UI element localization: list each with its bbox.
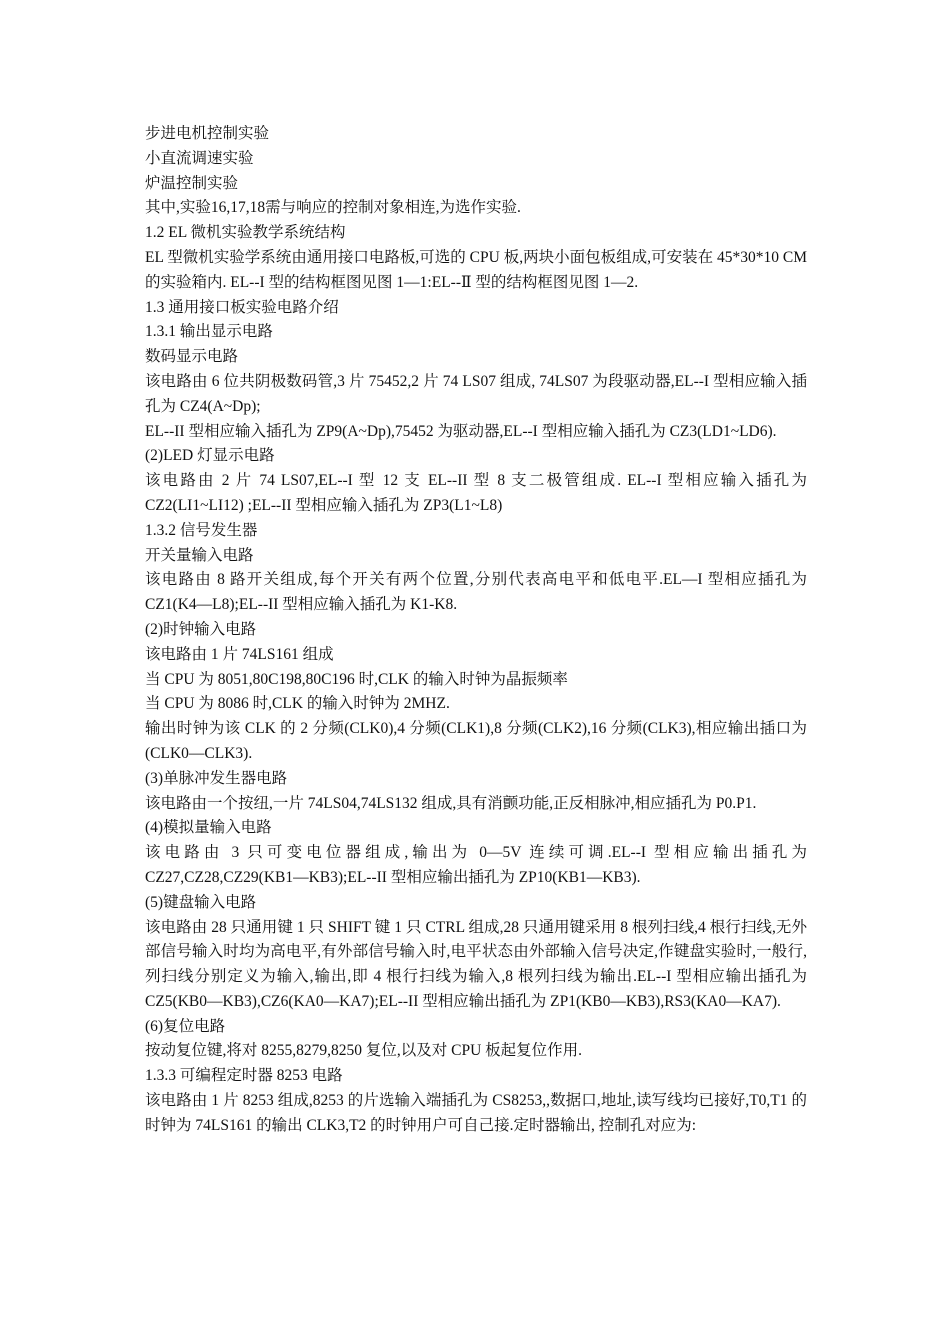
paragraph: 输出时钟为该 CLK 的 2 分频(CLK0),4 分频(CLK1),8 分频(CLK2),16 分频(CLK3),相应输出插口为(CLK0—CLK3). — [145, 720, 807, 762]
item-heading: (4)模拟量输入电路 — [145, 819, 272, 837]
paragraph: 该电路由 28 只通用键 1 只 SHIFT 键 1 只 CTRL 组成,28 只通用键采用 8 根列扫线,4 根行扫线,无外部信号输入时均为高电平,有外部信号输入时,电平状态由外部输入信号决定,作键盘实验时,一般行,列扫线分别定义为输入,输出,即 4 根行扫线为输入,8 根列扫线为输出.EL--I 型相应输出插孔为 CZ5(KB0—KB3),CZ6(KA0—KA7);EL--II 型相应输出插孔为 ZP1(KB0—KB3),RS3(KA0—KA7). — [145, 918, 807, 1010]
item-heading: (2)LED 灯显示电路 — [145, 447, 275, 465]
text-line: 炉温控制实验 — [145, 174, 239, 192]
paragraph: 该电路由 8 路开关组成,每个开关有两个位置,分别代表高电平和低电平.EL—I 型相应插孔为 CZ1(K4—L8);EL--II 型相应输入插孔为 K1-K8. — [145, 571, 807, 614]
item-heading: (5)键盘输入电路 — [145, 893, 257, 911]
subsection-heading: 1.3.1 输出显示电路 — [145, 323, 273, 341]
item-heading: 开关量输入电路 — [145, 546, 254, 564]
paragraph: EL 型微机实验学系统由通用接口电路板,可选的 CPU 板,两块小面包板组成,可安装在 45*30*10 CM 的实验箱内. EL--I 型的结构框图见图 1—1:EL--Ⅱ 型的结构框图见图 1—2. — [145, 248, 807, 291]
paragraph: 该电路由 3 只可变电位器组成,输出为 0—5V 连续可调.EL--I 型相应输出插孔为 CZ27,CZ28,CZ29(KB1—KB3);EL--II 型相应输出插孔为 ZP10(KB1—KB3). — [145, 844, 807, 886]
paragraph: 该电路由 2 片 74 LS07,EL--I 型 12 支 EL--II 型 8 支二极管组成. EL--I 型相应输入插孔为 CZ2(LI1~LI12) ;EL--II 型相应输入插孔为 ZP3(L1~L8) — [145, 472, 807, 514]
text-line: 按动复位键,将对 8255,8279,8250 复位,以及对 CPU 板起复位作用. — [145, 1042, 583, 1060]
paragraph: 该电路由 1 片 8253 组成,8253 的片选输入端插孔为 CS8253,,数据口,地址,读写线均已接好,T0,T1 的时钟为 74LS161 的输出 CLK3,T2 的时钟用户可自己接.定时器输出, 控制孔对应为: — [145, 1092, 807, 1134]
text-line: 该电路由一个按纽,一片 74LS04,74LS132 组成,具有消颤功能,正反相脉冲,相应插孔为 P0.P1. — [145, 794, 757, 812]
paragraph: 该电路由 6 位共阴极数码管,3 片 75452,2 片 74 LS07 组成, 74LS07 为段驱动器,EL--I 型相应输入插孔为 CZ4(A~Dp); — [145, 372, 807, 415]
text-line: 当 CPU 为 8051,80C198,80C196 时,CLK 的输入时钟为晶振频率 — [145, 670, 568, 688]
subsection-heading: 1.3.3 可编程定时器 8253 电路 — [145, 1067, 343, 1085]
item-heading: (6)复位电路 — [145, 1017, 226, 1035]
item-heading: 数码显示电路 — [145, 348, 239, 366]
paragraph: EL--II 型相应输入插孔为 ZP9(A~Dp),75452 为驱动器,EL--I 型相应输入插孔为 CZ3(LD1~LD6). — [145, 422, 777, 440]
text-line: 该电路由 1 片 74LS161 组成 — [145, 645, 334, 663]
text-line: 小直流调速实验 — [145, 149, 254, 167]
item-heading: (2)时钟输入电路 — [145, 620, 257, 638]
text-line: 步进电机控制实验 — [145, 125, 270, 142]
item-heading: (3)单脉冲发生器电路 — [145, 769, 288, 787]
text-line: 其中,实验16,17,18需与响应的控制对象相连,为选作实验. — [145, 199, 521, 217]
section-heading: 1.2 EL 微机实验教学系统结构 — [145, 224, 346, 242]
document-page — [145, 122, 807, 1139]
text-line: 当 CPU 为 8086 时,CLK 的输入时钟为 2MHZ. — [145, 695, 450, 713]
section-heading: 1.3 通用接口板实验电路介绍 — [145, 298, 339, 316]
subsection-heading: 1.3.2 信号发生器 — [145, 521, 258, 539]
